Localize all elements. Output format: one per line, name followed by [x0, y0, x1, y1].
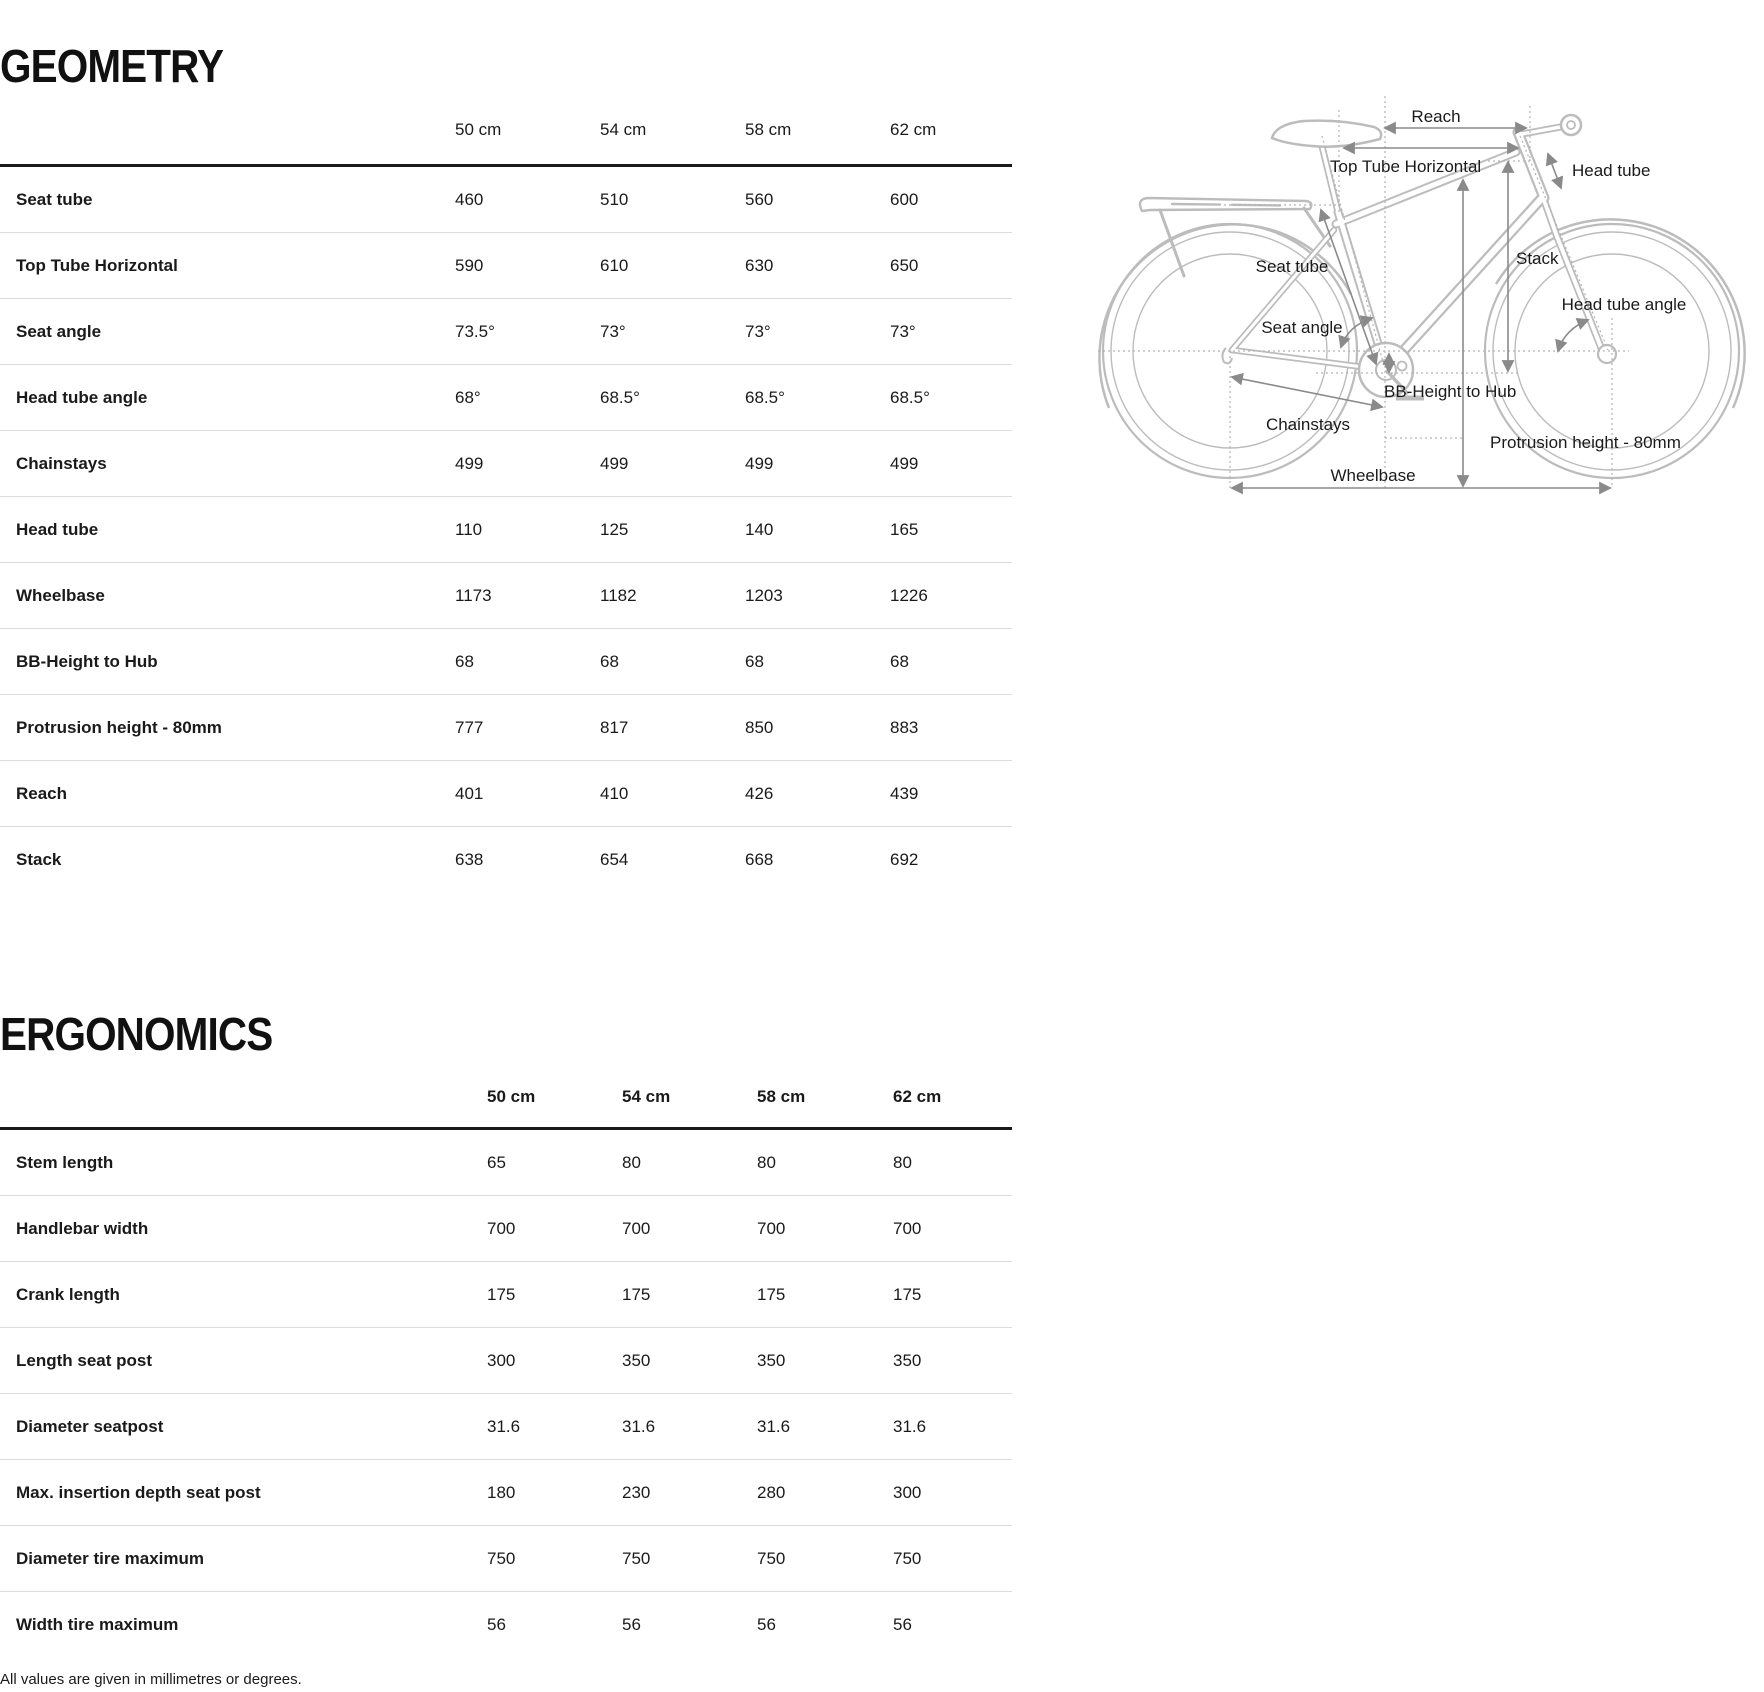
construction-lines — [1098, 96, 1629, 488]
ergonomics-table — [0, 1066, 1012, 1657]
cell-value: 1203 — [745, 585, 783, 605]
row-label: Head tube angle — [16, 387, 148, 407]
table-row — [0, 628, 1012, 694]
table-row — [0, 430, 1012, 496]
row-label: Max. insertion depth seat post — [16, 1482, 261, 1502]
ergonomics-section-title: ERGONOMICS — [0, 1007, 273, 1060]
geometry-column-header: 54 cm — [600, 119, 647, 139]
row-label: Stack — [16, 849, 62, 869]
footnote: All values are given in millimetres or degrees. — [0, 1671, 302, 1688]
cell-value: 883 — [890, 717, 919, 737]
bike-geometry-diagram — [1084, 80, 1764, 510]
table-row — [0, 1327, 1012, 1393]
table-row — [0, 1459, 1012, 1525]
geometry-column-header: 58 cm — [745, 119, 792, 139]
table-row — [0, 826, 1012, 892]
cell-value: 68° — [455, 387, 481, 407]
diagram-label-hta: Head tube angle — [1561, 295, 1687, 314]
table-row — [0, 1130, 1012, 1195]
cell-value: 31.6 — [622, 1416, 656, 1436]
ergonomics-column-header: 62 cm — [893, 1086, 942, 1106]
cell-value: 668 — [745, 849, 774, 869]
row-label: Stem length — [16, 1152, 114, 1172]
ergonomics-header-row — [0, 1066, 1012, 1130]
row-label: Diameter tire maximum — [16, 1548, 205, 1568]
cell-value: 499 — [745, 453, 774, 473]
table-row — [0, 496, 1012, 562]
cell-value: 1226 — [890, 585, 928, 605]
table-row — [0, 1591, 1012, 1657]
row-label: Diameter seatpost — [16, 1416, 164, 1436]
cell-value: 560 — [745, 189, 774, 209]
diagram-label-seatangle: Seat angle — [1261, 318, 1343, 337]
cell-value: 73° — [600, 321, 626, 341]
diagram-label-reach: Reach — [1411, 107, 1461, 126]
cell-value: 56 — [622, 1614, 641, 1634]
cell-value: 80 — [622, 1152, 641, 1172]
geometry-table — [0, 95, 1012, 892]
cell-value: 110 — [455, 519, 483, 539]
cell-value: 410 — [600, 783, 629, 803]
diagram-label-seattube: Seat tube — [1255, 257, 1329, 276]
cell-value: 280 — [757, 1482, 786, 1502]
cell-value: 31.6 — [757, 1416, 791, 1436]
cell-value: 750 — [893, 1548, 922, 1568]
cell-value: 68 — [745, 651, 764, 671]
row-label: Reach — [16, 783, 68, 803]
ergonomics-column-header: 50 cm — [487, 1086, 536, 1106]
cell-value: 654 — [600, 849, 629, 869]
cell-value: 700 — [487, 1218, 516, 1238]
cell-value: 73° — [745, 321, 771, 341]
geometry-header-row — [0, 95, 1012, 167]
cell-value: 750 — [757, 1548, 786, 1568]
cell-value: 180 — [487, 1482, 516, 1502]
table-row — [0, 694, 1012, 760]
table-row — [0, 1195, 1012, 1261]
cell-value: 650 — [890, 255, 919, 275]
table-row — [0, 298, 1012, 364]
diagram-label-chainstays: Chainstays — [1265, 415, 1351, 434]
table-row — [0, 1525, 1012, 1591]
row-label: Head tube — [16, 519, 99, 539]
cell-value: 56 — [487, 1614, 506, 1634]
cell-value: 401 — [455, 783, 484, 803]
cell-value: 68 — [455, 651, 474, 671]
diagram-label-bbheight: BB-Height to Hub — [1384, 382, 1517, 401]
row-label: BB-Height to Hub — [16, 651, 158, 671]
row-label: Chainstays — [16, 453, 107, 473]
cell-value: 499 — [600, 453, 629, 473]
row-label: Top Tube Horizontal — [16, 255, 178, 275]
cell-value: 817 — [600, 717, 629, 737]
cell-value: 350 — [622, 1350, 651, 1370]
cell-value: 499 — [890, 453, 919, 473]
cell-value: 1182 — [600, 585, 637, 605]
cell-value: 125 — [600, 519, 629, 539]
diagram-label-protrusion: Protrusion height - 80mm — [1490, 433, 1681, 452]
table-row — [0, 167, 1012, 232]
row-label: Protrusion height - 80mm — [16, 717, 222, 737]
cell-value: 230 — [622, 1482, 651, 1502]
geometry-column-header: 50 cm — [455, 119, 502, 139]
row-label: Wheelbase — [16, 585, 105, 605]
saddle-icon — [1272, 121, 1381, 147]
geometry-section-title: GEOMETRY — [0, 39, 224, 92]
cell-value: 850 — [745, 717, 774, 737]
table-row — [0, 562, 1012, 628]
cell-value: 638 — [455, 849, 484, 869]
cell-value: 499 — [455, 453, 484, 473]
cell-value: 692 — [890, 849, 919, 869]
cell-value: 140 — [745, 519, 774, 539]
table-row — [0, 1393, 1012, 1459]
row-label: Handlebar width — [16, 1218, 149, 1238]
cell-value: 460 — [455, 189, 484, 209]
cell-value: 175 — [757, 1284, 786, 1304]
cell-value: 750 — [622, 1548, 651, 1568]
cell-value: 68.5° — [745, 387, 785, 407]
cell-value: 700 — [757, 1218, 786, 1238]
cell-value: 165 — [890, 519, 919, 539]
cell-value: 590 — [455, 255, 484, 275]
cell-value: 1173 — [455, 585, 492, 605]
table-row — [0, 760, 1012, 826]
cell-value: 56 — [893, 1614, 912, 1634]
handlebar-grip-icon — [1561, 115, 1581, 135]
cell-value: 80 — [757, 1152, 776, 1172]
cell-value: 73° — [890, 321, 916, 341]
cell-value: 175 — [487, 1284, 516, 1304]
cell-value: 68 — [890, 651, 909, 671]
cell-value: 65 — [487, 1152, 506, 1172]
cell-value: 630 — [745, 255, 774, 275]
cell-value: 350 — [893, 1350, 922, 1370]
cell-value: 56 — [757, 1614, 776, 1634]
cell-value: 31.6 — [487, 1416, 521, 1436]
table-row — [0, 1261, 1012, 1327]
cell-value: 610 — [600, 255, 629, 275]
diagram-label-wheelbase: Wheelbase — [1330, 466, 1416, 485]
table-row — [0, 364, 1012, 430]
cell-value: 73.5° — [455, 321, 495, 341]
cell-value: 80 — [893, 1152, 912, 1172]
row-label: Width tire maximum — [16, 1614, 179, 1634]
cell-value: 700 — [622, 1218, 651, 1238]
cell-value: 426 — [745, 783, 774, 803]
row-label: Seat tube — [16, 189, 93, 209]
cell-value: 68.5° — [890, 387, 930, 407]
geometry-column-header: 62 cm — [890, 119, 937, 139]
front-dropout-icon — [1598, 345, 1616, 363]
cell-value: 175 — [622, 1284, 651, 1304]
cell-value: 175 — [893, 1284, 922, 1304]
cell-value: 68 — [600, 651, 619, 671]
ergonomics-column-header: 54 cm — [622, 1086, 671, 1106]
cell-value: 68.5° — [600, 387, 640, 407]
row-label: Length seat post — [16, 1350, 153, 1370]
row-label: Seat angle — [16, 321, 102, 341]
row-label: Crank length — [16, 1284, 120, 1304]
cell-value: 777 — [455, 717, 484, 737]
cell-value: 750 — [487, 1548, 516, 1568]
diagram-label-tth: Top Tube Horizontal — [1330, 157, 1482, 176]
cell-value: 300 — [487, 1350, 516, 1370]
cell-value: 600 — [890, 189, 919, 209]
cell-value: 300 — [893, 1482, 922, 1502]
ergonomics-column-header: 58 cm — [757, 1086, 806, 1106]
cell-value: 350 — [757, 1350, 786, 1370]
diagram-label-headtube: Head tube — [1572, 161, 1651, 180]
diagram-label-stack: Stack — [1516, 249, 1559, 268]
cell-value: 31.6 — [893, 1416, 927, 1436]
cell-value: 510 — [600, 189, 629, 209]
cell-value: 700 — [893, 1218, 922, 1238]
table-row — [0, 232, 1012, 298]
cell-value: 439 — [890, 783, 919, 803]
